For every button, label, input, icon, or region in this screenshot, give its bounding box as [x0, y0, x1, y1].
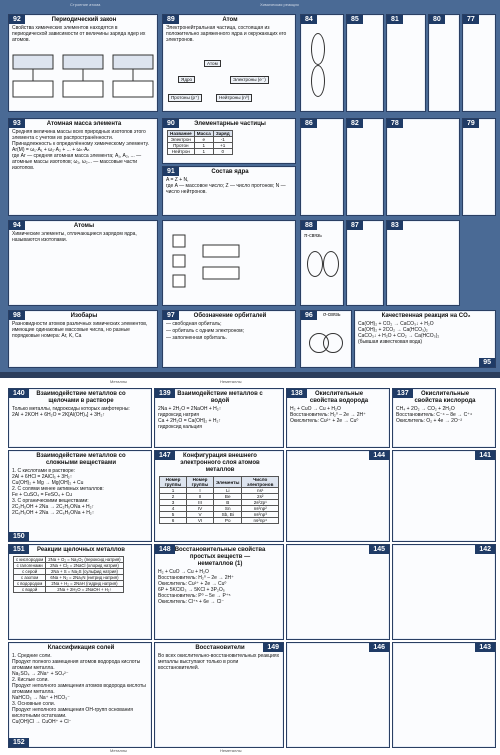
card-142 — [392, 544, 496, 640]
table-cell: IV — [187, 506, 214, 512]
table-cell: Нейтрон — [168, 149, 195, 155]
table-cell: 1 — [160, 488, 187, 494]
atom-node: Атом — [204, 60, 221, 67]
table-header: Номер группы — [160, 477, 187, 488]
card-title: Окислительные свойства кислорода — [414, 391, 476, 404]
table-cell: VI — [187, 518, 214, 524]
table-cell: 1 — [194, 143, 213, 149]
card-85 — [346, 14, 384, 112]
table-cell: 3 — [160, 500, 187, 506]
card-number: 91 — [163, 167, 179, 176]
table-row — [168, 149, 233, 155]
card-title: Взаимодействие металлов со щелочами в растворе — [36, 391, 126, 404]
table-cell: 5 — [160, 512, 187, 518]
card-93 — [8, 118, 158, 216]
card-text: Только металлы, гидроксиды которых амфотерны: 2Al + 2KOH + 6H₂O = 2K[Al(OH)₄] + 3H₂↑ — [12, 406, 130, 418]
card-number: 79 — [463, 119, 479, 128]
card-title: Восстановительные свойства простых веществ — неметаллов (1) — [174, 547, 266, 567]
table-row — [14, 587, 124, 593]
card-title: Реакции щелочных металлов — [36, 547, 125, 553]
card-number: 78 — [387, 119, 403, 128]
card-title: Обозначение орбиталей — [193, 313, 267, 319]
card-text: Средняя величина массы всех природных изотопов этого элемента с учетом их распространённости. Принадлежность к определённому химическому элементу. Ar(M) = ω₁·A₁ + ω₂·A₂ + ... + ωₙ·Aₙ где Ar — средняя атомная масса элемента; A₁, A₂, ... — атомные массы изотопов; ω₁, ω₂... — массовые части изотопов. — [12, 129, 150, 171]
card-89 — [162, 14, 296, 112]
card-137 — [392, 388, 496, 448]
card-number: 141 — [475, 451, 495, 460]
orbital-circle-icon — [323, 333, 343, 353]
table-cell: с галогенами — [14, 563, 46, 569]
alkali-reactions-table — [13, 556, 124, 593]
card-number: 151 — [9, 545, 29, 554]
table-cell: 2s² — [242, 494, 279, 500]
card-title: σ-связь — [323, 312, 341, 318]
footer-mid: Неметаллы — [220, 748, 242, 753]
card-91 — [162, 166, 296, 216]
card-number: 146 — [369, 643, 389, 652]
card-number: 140 — [9, 389, 29, 398]
table-row — [14, 563, 124, 569]
card-number: 139 — [155, 389, 175, 398]
card-number: 88 — [301, 221, 317, 230]
card-number: 89 — [163, 15, 179, 24]
card-79 — [462, 118, 496, 216]
card-title: Конфигурация внешнего электронного слоя атомов металлов — [180, 453, 260, 473]
orbital-boxes — [163, 221, 295, 305]
table-cell: B — [214, 500, 242, 506]
table-row — [14, 575, 124, 581]
card-77 — [462, 14, 496, 112]
table-cell: +1 — [213, 143, 232, 149]
card-number: 98 — [9, 311, 25, 320]
table-header: Масса — [194, 131, 213, 137]
card-96 — [300, 310, 352, 368]
card-84 — [300, 14, 344, 112]
card-80 — [428, 14, 460, 112]
card-145 — [286, 544, 390, 640]
table-cell: с азотом — [14, 575, 46, 581]
table-cell: Li — [214, 488, 242, 494]
legend-free-orbital: — свободная орбиталь; — [166, 321, 222, 327]
top-spread — [0, 0, 500, 372]
card-number: 150 — [9, 532, 29, 541]
card-number: 94 — [9, 221, 25, 230]
card-title: Восстановители — [195, 645, 245, 651]
card-number: 138 — [287, 389, 307, 398]
card-text: H₂ + CuO → Cu + H₂O Восстановитель: H₂⁰ – 2e → 2H⁺ Окислитель: Cu²⁺ + 2e → Cu⁰ 6P + 5KClO₃ → 5KCl + 3P₂O₅ Восстановитель: P⁰ – 5e → P⁺⁵ Окислитель: Cl⁺⁵ + 6e → Cl⁻ — [158, 569, 234, 605]
card-number: 84 — [301, 15, 317, 24]
table-cell: III — [187, 500, 214, 506]
card-150 — [8, 450, 152, 542]
nucleus-node: Ядро — [178, 76, 195, 83]
card-90 — [162, 118, 296, 164]
electrons-node: Электроны (e⁻) — [230, 76, 269, 84]
card-81 — [386, 14, 426, 112]
card-151 — [8, 544, 152, 640]
card-98 — [8, 310, 158, 368]
periodic-law-diagram — [9, 53, 157, 108]
card-title: Взаимодействие металлов с водой — [177, 391, 263, 404]
table-header: Элементы — [214, 477, 242, 488]
card-82 — [346, 118, 384, 216]
card-83 — [386, 220, 460, 306]
card-97 — [162, 310, 296, 368]
card-title: Окислительные свойства водорода — [309, 391, 369, 404]
table-cell: Электрон — [168, 137, 195, 143]
card-number: 82 — [347, 119, 363, 128]
footer-left: Металлы — [110, 748, 128, 753]
card-number: 85 — [347, 15, 363, 24]
table-cell: Sn — [214, 506, 242, 512]
card-title: Классификация солей — [47, 645, 115, 651]
card-number: 147 — [155, 451, 175, 460]
table-cell: Sb, Bi — [214, 512, 242, 518]
table-cell: V — [187, 512, 214, 518]
card-title: Периодический закон — [51, 17, 117, 23]
card-number: 86 — [301, 119, 317, 128]
header-right: Химическая реакция — [260, 2, 299, 7]
card-94 — [8, 220, 158, 306]
table-cell: ns²np³ — [242, 512, 279, 518]
header-left: Строение атома — [70, 2, 101, 7]
card-title: Атомы — [73, 223, 95, 229]
table-cell: 1 — [194, 149, 213, 155]
card-number: 143 — [475, 643, 495, 652]
card-141 — [392, 450, 496, 542]
card-number: 90 — [163, 119, 179, 128]
card-147 — [154, 450, 284, 542]
card-number: 81 — [387, 15, 403, 24]
card-title: Взаимодействие металлов со сложными веществами — [36, 453, 126, 466]
card-number: 96 — [301, 311, 317, 320]
table-cell: 2Na + H₂ = 2NaH (гидрид натрия) — [46, 581, 123, 587]
table-cell: с кислородом — [14, 557, 46, 563]
orbital-lobe-icon — [311, 33, 325, 65]
table-cell: 2Na + S = Na₂S (сульфид натрия) — [46, 569, 123, 575]
card-text: CH₄ + 2O₂ → CO₂ + 2H₂O Восстановитель: C⁻⁴ – 8e → C⁺⁴ Окислитель: O₂ + 4e → 2O⁻² — [396, 406, 472, 424]
table-cell: 2Na + O₂ = Na₂O₂ (пероксид натрия) — [46, 557, 123, 563]
table-cell: Po — [214, 518, 242, 524]
table-row — [14, 581, 124, 587]
card-text: Во всех окислительно-восстановительных реакциях металлы выступают только в роли восстановителей. — [158, 653, 280, 671]
table-row — [160, 518, 279, 524]
card-88 — [300, 220, 344, 306]
table-row — [14, 557, 124, 563]
card-number: 87 — [347, 221, 363, 230]
table-cell: с водородом — [14, 581, 46, 587]
card-number: 148 — [155, 545, 175, 554]
table-header: Заряд — [213, 131, 232, 137]
card-text: A = Z + N, где A — массовое число; Z — число протонов; N — число нейтронов. — [166, 177, 286, 195]
card-148 — [154, 544, 284, 640]
card-title: Элементарные частицы — [194, 121, 266, 127]
legend-single-electron: — орбиталь с одним электроном; — [166, 328, 244, 334]
card-number: 83 — [387, 221, 403, 230]
card-number: 92 — [9, 15, 25, 24]
card-number: 149 — [263, 643, 283, 652]
table-cell: Be — [214, 494, 242, 500]
table-cell: I — [187, 488, 214, 494]
header-left: Металлы — [110, 379, 128, 384]
card-87 — [346, 220, 384, 306]
orbital-lobe-icon — [307, 251, 323, 277]
card-title: Качественная реакция на CO₂ — [381, 313, 471, 319]
card-152 — [8, 642, 152, 748]
table-cell: 6Na + N₂ = 2Na₃N (нитрид натрия) — [46, 575, 123, 581]
table-cell: e — [194, 137, 213, 143]
card-143 — [392, 642, 496, 748]
card-number: 93 — [9, 119, 25, 128]
card-text: Разновидности атомов различных химических элементов, имеющие одинаковые массовые числа, но разные порядковые номера: Ar, K, Ca — [12, 321, 148, 339]
card-text: Электронейтральная частица, состоящая из положительно заряженного ядра и окружающих его электронов. — [166, 25, 287, 43]
card-text: Ca(OH)₂ + CO₂ → CaCO₃↓ + H₂O Ca(OH)₂ + 2CO₂ → Ca(HCO₃)₂ CaCO₃↓ + H₂O + CO₂ → Ca(HCO₃)₂ (бывшая известковая вода) — [358, 321, 440, 345]
card-title: Атом — [222, 17, 238, 23]
table-cell: 2Na + Cl₂ = 2NaCl (хлорид натрия) — [46, 563, 123, 569]
table-cell: Протон — [168, 143, 195, 149]
table-cell: -1 — [213, 137, 232, 143]
table-header: Номер группы — [187, 477, 214, 488]
card-86 — [300, 118, 344, 216]
card-number: 97 — [163, 311, 179, 320]
card-text: 1. С кислотами в растворе: 2Al + 6HCl = 2AlCl₃ + 3H₂↑ Cu(OH)₂ + Mg → Mg(OH)₂ + Cu 2. С солями менее активных металлов: Fe + CuSO₄ = FeSO₄ + Cu 3. С органическими веществами: 2C₂H₅OH + 2Na → 2C₂H₅ONa + H₂↑ 2C₆H₅OH + 2Na → 2C₆H₅ONa + H₂↑ — [12, 468, 104, 516]
card-number: 144 — [369, 451, 389, 460]
card-title: Изобары — [70, 313, 98, 319]
table-cell: ns¹ — [242, 488, 279, 494]
table-cell: ns²np⁴ — [242, 518, 279, 524]
bottom-spread — [0, 378, 500, 755]
card-78 — [386, 118, 460, 216]
card-149 — [154, 642, 284, 748]
table-cell: II — [187, 494, 214, 500]
table-cell: 2s²2p¹ — [242, 500, 279, 506]
card-92 — [8, 14, 158, 112]
card-number: 80 — [429, 15, 445, 24]
card-140 — [8, 388, 152, 448]
card-text: H₂ + CuO → Cu + H₂O Восстановитель: H₂⁰ – 2e → 2H⁺ Окислитель: Cu²⁺ + 2e → Cu⁰ — [290, 406, 366, 424]
card-text: 1. Средние соли. Продукт полного замещения атомов водорода кислоты атомами металла. Na₂SO₄ → 2Na⁺ + SO₄²⁻ 2. Кислые соли. Продукт неполного замещения атомов водорода кислоты атомами металла. NaHCO₃ → Na⁺ + HCO₃⁻ 3. Основные соли. Продукт неполного замещения OH-групп основания кислотными остатками. Cu(OH)Cl → CuOH⁺ + Cl⁻ — [12, 653, 146, 725]
metals-config-table — [159, 476, 279, 524]
protons-node: Протоны (p⁺) — [168, 94, 202, 102]
card-number: 77 — [463, 15, 479, 24]
legend-filled-orbital: — заполненная орбиталь. — [166, 335, 227, 341]
card-text: 2Na + 2H₂O = 2NaOH + H₂↑ гидроксид натрия Ca + 2H₂O = Ca(OH)₂ + H₂↑ гидроксид кальция — [158, 406, 222, 430]
card-orbitals-grid — [162, 220, 296, 306]
card-95 — [354, 310, 496, 368]
card-number: 142 — [475, 545, 495, 554]
card-title: Состав ядра — [211, 169, 249, 175]
header-mid: Неметаллы — [220, 379, 242, 384]
table-cell: 4 — [160, 506, 187, 512]
table-header: Число электронов — [242, 477, 279, 488]
card-text: Химические элементы, отличающиеся зарядом ядра, называются изотопами. — [12, 231, 137, 243]
orbital-lobe-icon — [323, 251, 339, 277]
table-cell: с водой — [14, 587, 46, 593]
table-cell: 0 — [213, 149, 232, 155]
card-text: Свойства химических элементов находятся в периодической зависимости от величины заряда ядер их атомов. — [12, 25, 146, 43]
card-146 — [286, 642, 390, 748]
table-cell: 6 — [160, 518, 187, 524]
table-cell: ns²np² — [242, 506, 279, 512]
table-cell: 2 — [160, 494, 187, 500]
table-row — [14, 569, 124, 575]
table-header: Название — [168, 131, 195, 137]
card-139 — [154, 388, 284, 448]
card-number: 145 — [369, 545, 389, 554]
card-138 — [286, 388, 390, 448]
table-cell: с серой — [14, 569, 46, 575]
orbital-lobe-icon — [311, 65, 325, 97]
card-number: 95 — [479, 358, 495, 367]
card-number: 152 — [9, 738, 29, 747]
particles-table — [167, 130, 233, 155]
card-number: 137 — [393, 389, 413, 398]
card-144 — [286, 450, 390, 542]
card-title: Атомная масса элемента — [46, 121, 122, 127]
neutrons-node: Нейтроны (n⁰) — [216, 94, 252, 102]
card-title: π-связь — [304, 233, 322, 239]
table-cell: 2Na + 2H₂O = 2NaOH + H₂↑ — [46, 587, 123, 593]
